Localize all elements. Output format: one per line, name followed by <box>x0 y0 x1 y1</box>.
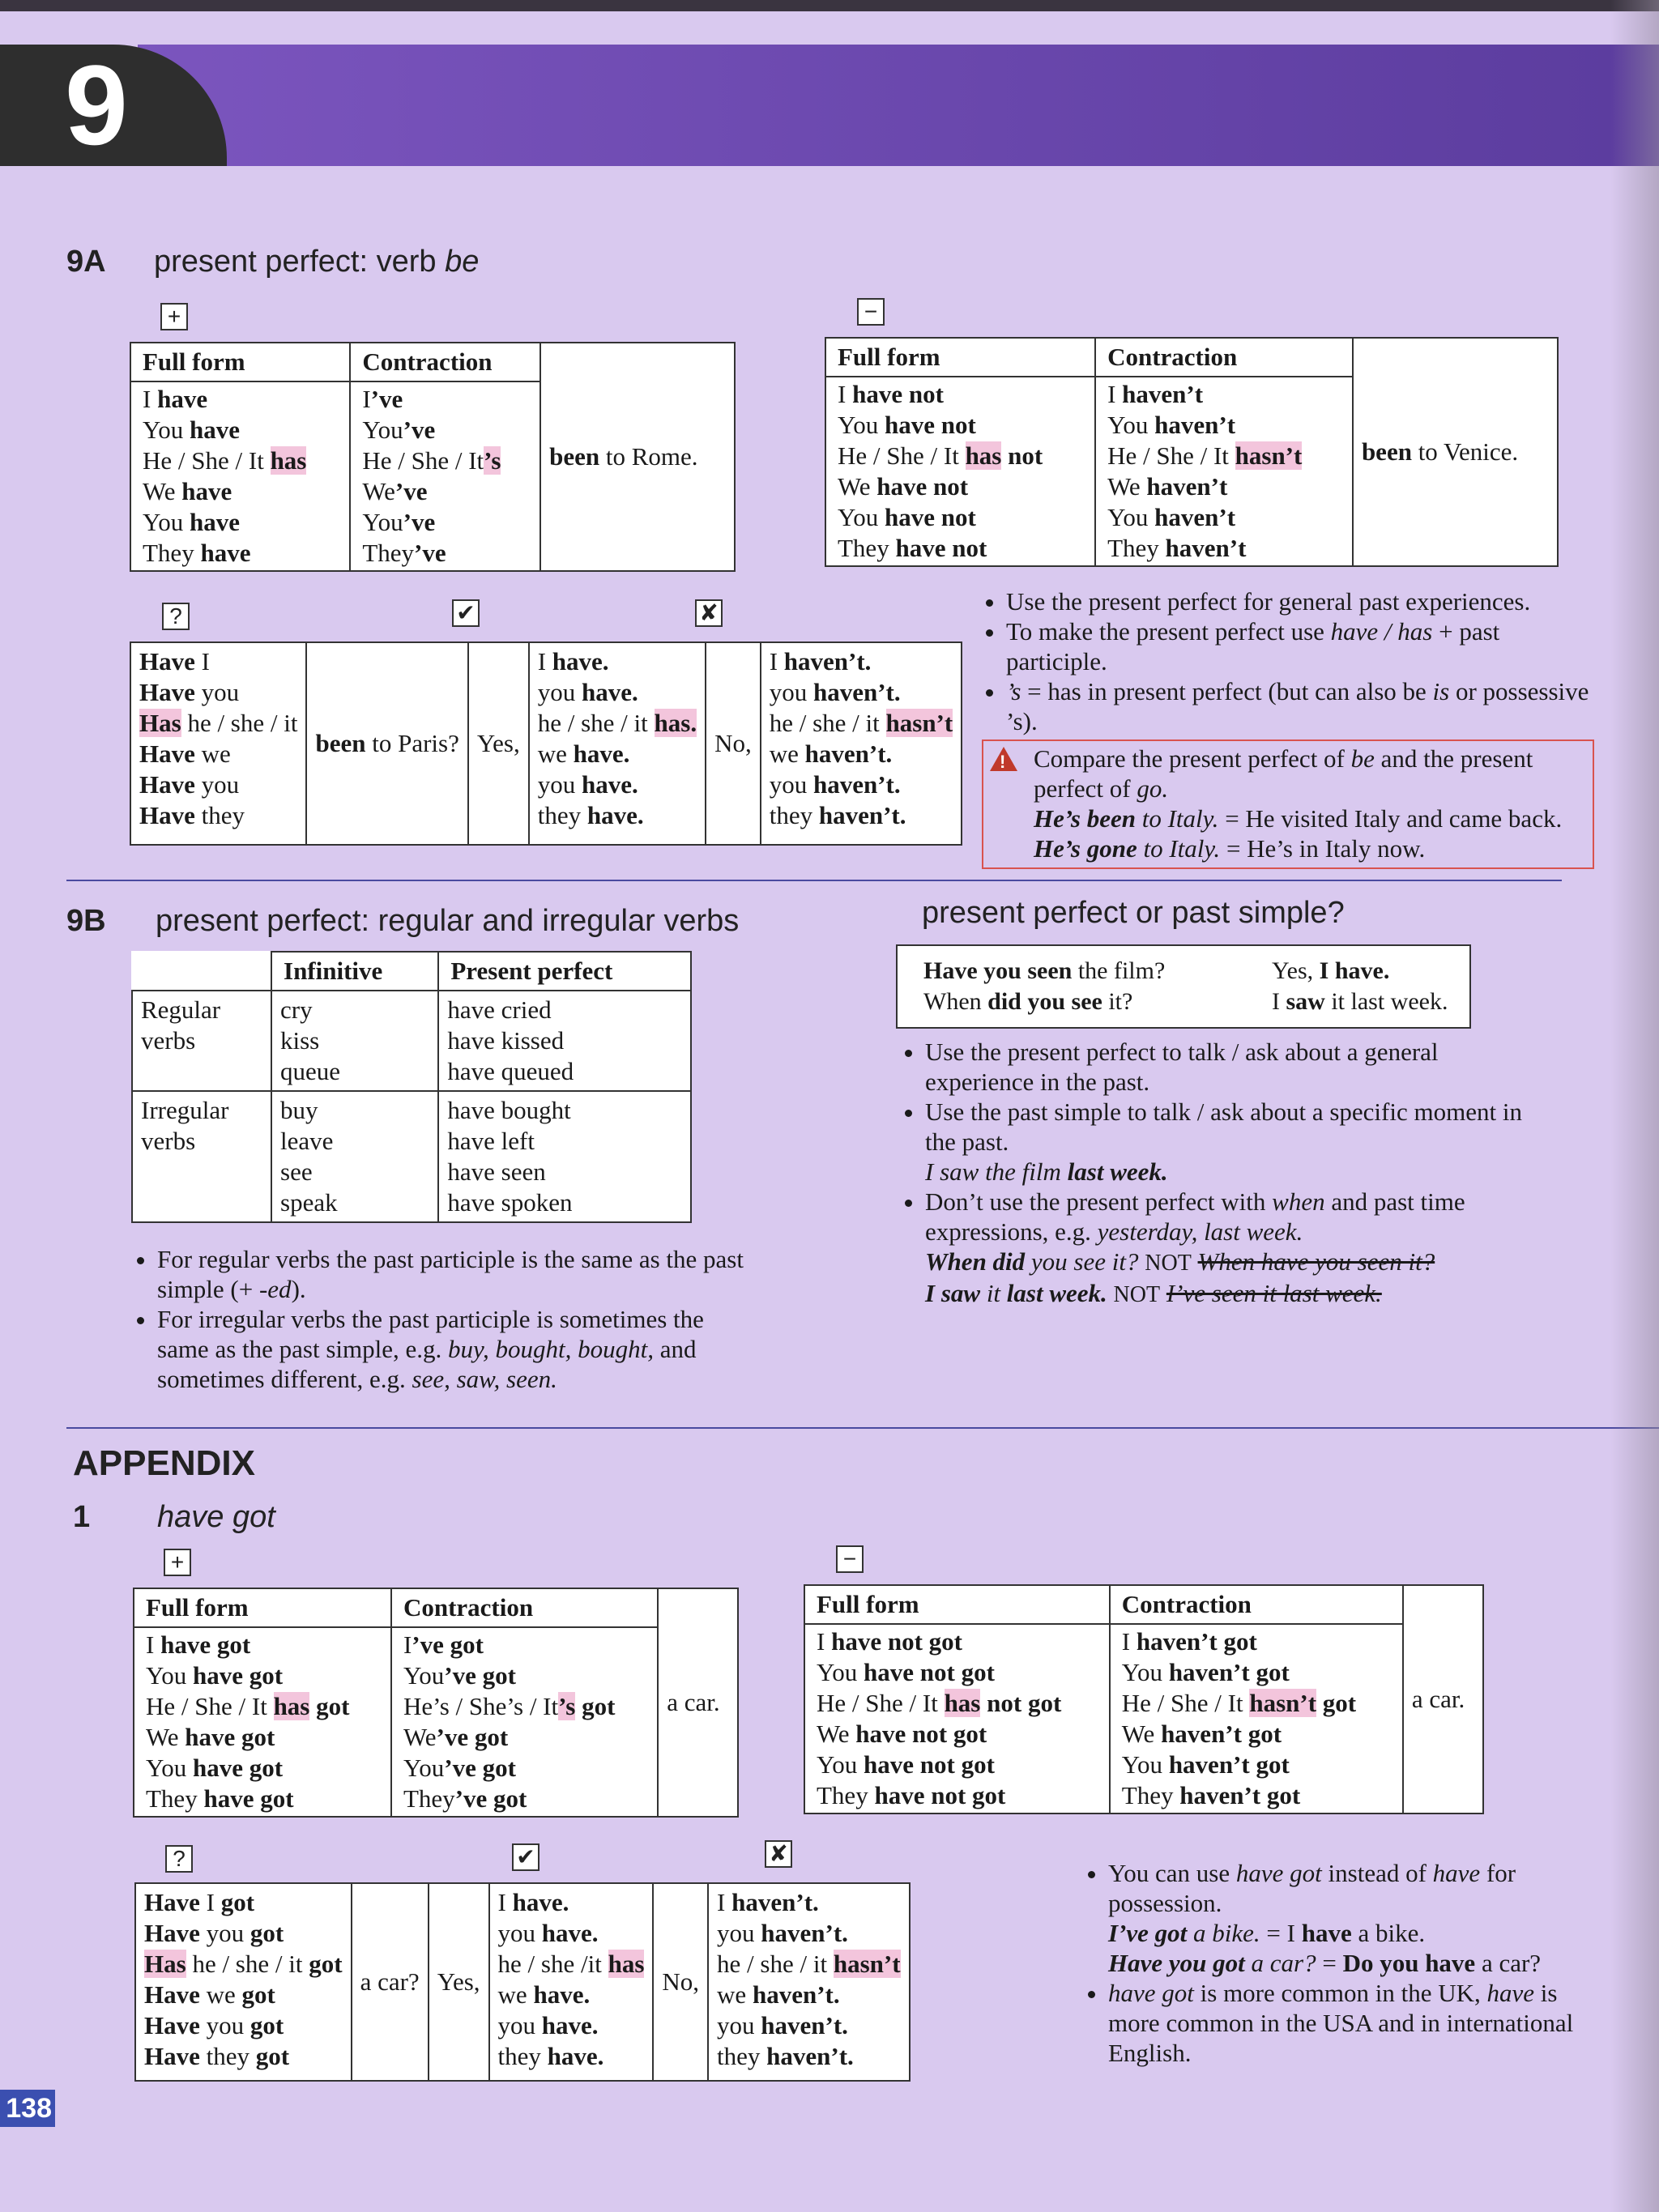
full-form-column <box>825 377 1095 566</box>
regular-present-perfect <box>438 991 691 1091</box>
form-line: We have not got <box>817 1720 987 1748</box>
form-line: he / she / it hasn’t <box>769 709 953 737</box>
form-line: he / she / it hasn’t <box>717 1950 901 1978</box>
header-present-perfect: Present perfect <box>438 952 691 991</box>
tick-icon: ✔ <box>512 1843 539 1871</box>
form-line: Have I got <box>144 1888 255 1916</box>
form-line: You have not <box>838 411 976 439</box>
form-line: I haven’t. <box>717 1888 819 1916</box>
form-line: you haven’t. <box>717 2011 848 2039</box>
form-line: you haven’t. <box>769 678 901 706</box>
table-9b-verbs <box>131 951 692 1223</box>
contraction-column <box>391 1627 658 1817</box>
contraction-column <box>1095 377 1353 566</box>
yes-answers <box>489 1883 654 2081</box>
question-tail: a car? <box>352 1883 429 2081</box>
subsection-title-pp-vs-ps: present perfect or past simple? <box>922 896 1345 930</box>
form-line: You haven’t got <box>1121 1750 1290 1779</box>
question-subjects <box>130 642 306 845</box>
header-contraction: Contraction <box>1095 338 1353 377</box>
form-line: he / she /it has <box>497 1950 645 1978</box>
question-icon: ? <box>165 1845 193 1873</box>
form-line: Have we <box>139 739 231 768</box>
form-line: they have. <box>537 801 644 829</box>
negative-icon: − <box>836 1545 864 1573</box>
form-line: they haven’t. <box>717 2042 854 2070</box>
form-line: I haven’t got <box>1121 1627 1257 1656</box>
form-line: We haven’t got <box>1121 1720 1282 1748</box>
form-line: you have. <box>497 1919 599 1947</box>
dialog-q2: When did you see it? <box>923 988 1133 1015</box>
section-code-9a: 9A <box>66 245 106 279</box>
note-item: • Don’t use the present perfect with when and past time expressions, e.g. yesterday, last week. When did you see it? NOT When have you seen it? I saw it last week. NOT I’ve seen it last week. <box>925 1187 1539 1310</box>
form-line: I haven’t. <box>769 647 872 676</box>
form-line: Have we got <box>144 1980 275 2009</box>
notes-appendix <box>1082 1858 1584 2068</box>
table-appendix-positive <box>133 1588 739 1818</box>
no-word: No, <box>653 1883 708 2081</box>
note-item: • To make the present perfect use have / has + past participle. <box>1006 616 1604 676</box>
form-line: He / She / It has got <box>146 1692 350 1720</box>
positive-icon: + <box>164 1549 191 1576</box>
form-line: You haven’t <box>1107 503 1236 531</box>
form-line: We have not <box>838 472 969 501</box>
form-line: I’ve got <box>403 1630 484 1659</box>
list-line: see <box>280 1157 313 1186</box>
list-line: kiss <box>280 1026 320 1055</box>
form-line: I have got <box>146 1630 251 1659</box>
form-line: I have not <box>838 380 944 408</box>
form-line: We haven’t <box>1107 472 1228 501</box>
list-line: queue <box>280 1057 341 1085</box>
form-line: He / She / It has not <box>838 441 1043 470</box>
form-line: You have got <box>146 1661 284 1690</box>
positive-icon: + <box>160 303 188 330</box>
form-line: He / She / It hasn’t got <box>1121 1689 1357 1717</box>
form-line: Have you <box>139 678 240 706</box>
note-item: • ’s = has in present perfect (but can also be is or possessive ’s). <box>1006 676 1604 736</box>
table-9a-positive <box>130 342 736 572</box>
form-line: They have not <box>838 534 987 562</box>
top-edge <box>0 0 1659 11</box>
note-item: • Use the past simple to talk / ask about a specific moment in the past. I saw the film last week. <box>925 1097 1539 1187</box>
list-line: have kissed <box>447 1026 565 1055</box>
form-line: we have. <box>497 1980 591 2009</box>
form-line: Has he / she / it <box>139 709 298 737</box>
form-line: Have I <box>139 647 210 676</box>
form-line: We have got <box>146 1723 275 1751</box>
note-item: • You can use have got instead of have for possession. I’ve got a bike. = I have a bike. Have you got a car? = Do you have a car? <box>1108 1858 1584 1978</box>
form-line: we haven’t. <box>717 1980 840 2009</box>
list-line: have seen <box>447 1157 546 1186</box>
no-answers <box>708 1883 910 2081</box>
irregular-infinitives <box>271 1091 438 1222</box>
chapter-header-bar <box>138 45 1659 166</box>
form-line: you haven’t. <box>769 770 901 799</box>
tail-cell: a car. <box>1403 1585 1483 1813</box>
list-line: have bought <box>447 1096 571 1124</box>
regular-infinitives <box>271 991 438 1091</box>
form-line: Have you got <box>144 2011 284 2039</box>
header-infinitive: Infinitive <box>271 952 438 991</box>
list-line: have spoken <box>447 1188 573 1217</box>
form-line: you have. <box>497 2011 599 2039</box>
warning-text: Compare the present perfect of be and the present perfect of go. He’s been to Italy. = He visited Italy and came back. He’s gone to Italy. = He’s in Italy now. <box>1034 744 1563 863</box>
section-code-9b: 9B <box>66 904 106 938</box>
irregular-label: Irregular verbs <box>132 1091 271 1222</box>
header-full-form: Full form <box>134 1588 391 1627</box>
form-line: They’ve <box>362 539 446 567</box>
form-line: You have got <box>146 1754 284 1782</box>
table-appendix-questions <box>134 1882 911 2082</box>
form-line: we haven’t. <box>769 739 893 768</box>
dialog-example-box <box>896 944 1471 1029</box>
form-line: He / She / It has not got <box>817 1689 1062 1717</box>
form-line: You have <box>143 416 241 444</box>
form-line: I have not got <box>817 1627 962 1656</box>
full-form-column <box>804 1624 1110 1813</box>
form-line: He / She / It has <box>143 446 307 475</box>
form-line: Have you got <box>144 1919 284 1947</box>
form-line: They have got <box>146 1784 294 1813</box>
form-line: they haven’t. <box>769 801 906 829</box>
form-line: they have. <box>497 2042 604 2070</box>
chapter-number: 9 <box>65 41 128 168</box>
dialog-a1: Yes, I have. <box>1272 957 1390 984</box>
form-line: Have they got <box>144 2042 290 2070</box>
form-line: They haven’t got <box>1121 1781 1301 1809</box>
form-line: I have <box>143 385 208 413</box>
form-line: you have. <box>537 770 638 799</box>
note-item: • For regular verbs the past participle is the same as the past simple (+ -ed). <box>157 1244 747 1304</box>
form-line: he / she / it has. <box>537 709 697 737</box>
page-edge-shadow <box>1610 0 1659 2212</box>
form-line: We have <box>143 477 232 505</box>
form-line: You have <box>143 508 241 536</box>
form-line: You’ve got <box>403 1754 516 1782</box>
form-line: They’ve got <box>403 1784 527 1813</box>
note-item: • Use the present perfect for general past experiences. <box>1006 586 1604 616</box>
form-line: We’ve <box>362 477 428 505</box>
form-line: we have. <box>537 739 630 768</box>
page-number: 138 <box>0 2090 55 2127</box>
form-line: He / She / It’s <box>362 446 501 475</box>
question-subjects <box>135 1883 352 2081</box>
list-line: have queued <box>447 1057 574 1085</box>
list-line: speak <box>280 1188 338 1217</box>
form-line: You’ve <box>362 416 436 444</box>
form-line: We’ve got <box>403 1723 509 1751</box>
header-full-form: Full form <box>825 338 1095 377</box>
yes-answers <box>529 642 706 845</box>
table-appendix-negative <box>804 1584 1484 1814</box>
list-line: buy <box>280 1096 318 1124</box>
section-title-9a: present perfect: verb be <box>154 245 480 279</box>
list-line: cry <box>280 995 313 1024</box>
tail-cell: a car. <box>658 1588 738 1817</box>
form-line: You’ve got <box>403 1661 516 1690</box>
form-line: Have you <box>139 770 240 799</box>
notes-9a <box>980 586 1604 736</box>
appendix-divider <box>66 1427 1659 1429</box>
form-line: I have. <box>537 647 609 676</box>
tick-icon: ✔ <box>452 599 480 627</box>
form-line: I’ve <box>362 385 403 413</box>
form-line: You’ve <box>362 508 436 536</box>
tail-cell: been to Venice. <box>1353 338 1558 566</box>
regular-label: Regular verbs <box>132 991 271 1091</box>
blank-cell <box>132 952 271 991</box>
header-contraction: Contraction <box>1110 1585 1403 1624</box>
full-form-column <box>130 381 350 571</box>
form-line: You haven’t got <box>1121 1658 1290 1686</box>
contraction-column <box>350 381 540 571</box>
table-9a-negative <box>825 337 1559 567</box>
negative-icon: − <box>857 298 885 326</box>
tail-cell: been to Rome. <box>540 343 735 571</box>
note-item: • For irregular verbs the past participle is sometimes the same as the past simple, e.g. buy, bought, bought, and sometimes different, e.g. see, saw, seen. <box>157 1304 747 1394</box>
appendix-item-title: have got <box>157 1500 275 1534</box>
form-line: You have not <box>838 503 976 531</box>
form-line: You haven’t <box>1107 411 1236 439</box>
form-line: They have <box>143 539 251 567</box>
form-line: you haven’t. <box>717 1919 848 1947</box>
note-item: • have got is more common in the UK, have is more common in the USA and in international English. <box>1108 1978 1584 2068</box>
form-line: Has he / she / it got <box>144 1950 343 1978</box>
header-contraction: Contraction <box>391 1588 658 1627</box>
appendix-item-number: 1 <box>73 1500 91 1534</box>
list-line: leave <box>280 1127 334 1155</box>
form-line: He’s / She’s / It’s got <box>403 1692 616 1720</box>
note-item: • Use the present perfect to talk / ask about a general experience in the past. <box>925 1037 1539 1097</box>
full-form-column <box>134 1627 391 1817</box>
notes-pp-vs-ps <box>899 1037 1539 1310</box>
section-divider <box>66 880 1562 881</box>
notes-9b <box>131 1244 747 1394</box>
list-line: have left <box>447 1127 535 1155</box>
no-word: No, <box>706 642 761 845</box>
warning-icon: ! <box>990 747 1017 771</box>
list-line: have cried <box>447 995 552 1024</box>
header-contraction: Contraction <box>350 343 540 381</box>
question-icon: ? <box>162 603 190 630</box>
dialog-a2: I saw it last week. <box>1272 988 1448 1015</box>
yes-word: Yes, <box>468 642 529 845</box>
form-line: I haven’t <box>1107 380 1204 408</box>
cross-icon: ✘ <box>765 1840 792 1868</box>
yes-word: Yes, <box>429 1883 489 2081</box>
dialog-q1: Have you seen the film? <box>923 957 1166 984</box>
header-full-form: Full form <box>804 1585 1110 1624</box>
form-line: They haven’t <box>1107 534 1247 562</box>
table-9a-questions <box>130 641 962 846</box>
contraction-column <box>1110 1624 1403 1813</box>
section-title-9b: present perfect: regular and irregular verbs <box>156 904 740 938</box>
form-line: you have. <box>537 678 638 706</box>
question-tail: been to Paris? <box>306 642 467 845</box>
form-line: He / She / It hasn’t <box>1107 441 1303 470</box>
form-line: They have not got <box>817 1781 1006 1809</box>
no-answers <box>761 642 962 845</box>
cross-icon: ✘ <box>695 599 723 627</box>
header-full-form: Full form <box>130 343 350 381</box>
form-line: Have they <box>139 801 245 829</box>
form-line: I have. <box>497 1888 569 1916</box>
appendix-title: APPENDIX <box>73 1443 255 1483</box>
irregular-present-perfect <box>438 1091 691 1222</box>
form-line: You have not got <box>817 1658 995 1686</box>
form-line: You have not got <box>817 1750 995 1779</box>
